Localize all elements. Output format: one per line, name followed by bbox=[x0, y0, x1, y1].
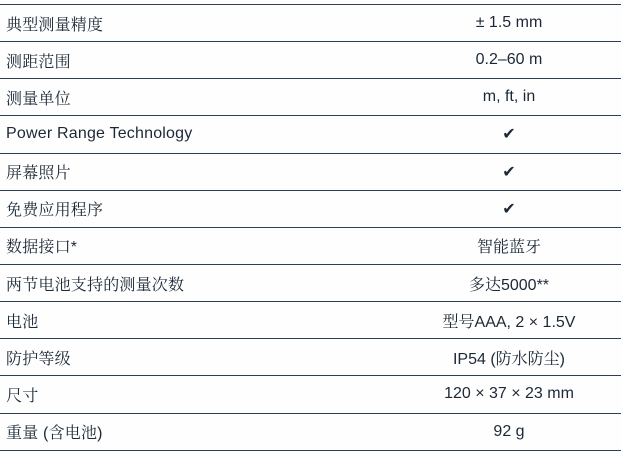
spec-value checkmark-icon: ✔ bbox=[502, 163, 516, 181]
spec-row-protection-class bbox=[0, 339, 621, 376]
spec-value checkmark-icon: ✔ bbox=[502, 200, 516, 218]
spec-row-power-range-technology bbox=[0, 116, 621, 153]
spec-label: 防护等级 bbox=[6, 350, 71, 368]
spec-value: ± 1.5 mm bbox=[475, 14, 543, 32]
spec-value: m, ft, in bbox=[482, 88, 536, 106]
spec-value: 120 × 37 × 23 mm bbox=[444, 385, 574, 403]
spec-label: 重量 (含电池) bbox=[6, 425, 103, 443]
spec-label: 屏幕照片 bbox=[6, 165, 71, 183]
spec-label: 两节电池支持的测量次数 bbox=[6, 276, 185, 294]
spec-row-battery bbox=[0, 302, 621, 339]
spec-value checkmark-icon: ✔ bbox=[502, 126, 516, 144]
spec-row-data-interface bbox=[0, 228, 621, 265]
spec-label: 电池 bbox=[6, 313, 39, 331]
spec-value: 智能蓝牙 bbox=[476, 239, 541, 257]
spec-value: IP54 (防水防尘) bbox=[452, 350, 566, 368]
spec-label: 尺寸 bbox=[6, 387, 39, 405]
spec-row-dimensions bbox=[0, 376, 621, 413]
spec-row-weight bbox=[0, 414, 621, 451]
spec-row-screenshot bbox=[0, 154, 621, 191]
spec-label: Power Range Technology bbox=[6, 125, 193, 143]
spec-row-measurements-per-battery bbox=[0, 265, 621, 302]
spec-label: 典型测量精度 bbox=[6, 16, 104, 34]
spec-label: 数据接口* bbox=[6, 239, 78, 257]
spec-row-accuracy bbox=[0, 5, 621, 42]
spec-value: 多达5000** bbox=[468, 276, 550, 294]
spec-value: 92 g bbox=[493, 422, 525, 440]
spec-row-range bbox=[0, 42, 621, 79]
spec-row-units bbox=[0, 79, 621, 116]
spec-value: 0.2–60 m bbox=[475, 51, 543, 69]
spec-label: 测量单位 bbox=[6, 90, 71, 108]
spec-label: 免费应用程序 bbox=[6, 202, 104, 220]
spec-label: 测距范围 bbox=[6, 53, 71, 71]
spec-row-free-app bbox=[0, 191, 621, 228]
spec-value: 型号AAA, 2 × 1.5V bbox=[442, 313, 576, 331]
spec-table bbox=[0, 4, 621, 451]
